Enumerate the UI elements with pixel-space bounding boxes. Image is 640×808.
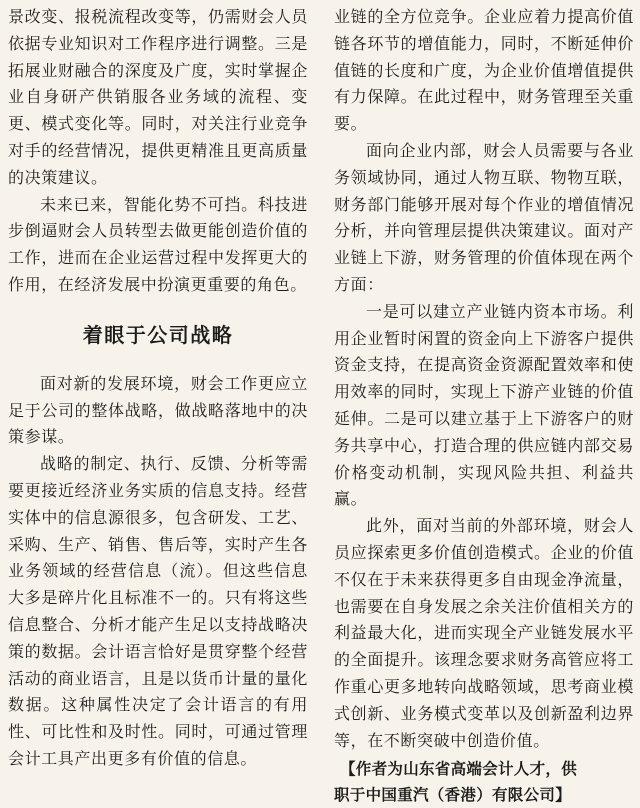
right-paragraph-4: 此外，面对当前的外部环境，财会人员应探索更多价值创造模式。企业的价值不仅在于未来获得更多自由现金净流量，也需要在自身发展之余关注价值相关方的利益最大化，进而实现全产业链发展水平的全面提升。该理念要求财务高管应将工作重心更多地转向战略领域，思考商业模式创新、业务模式变革以及创新盈利边界等，在不断突破中创造价值。 <box>334 516 634 750</box>
left-paragraph-3: 面对新的发展环境，财会工作更应立足于公司的整体战略，做战略落地中的决策参谋。 <box>8 373 308 447</box>
right-column <box>334 4 634 808</box>
right-paragraph-2: 面向企业内部，财会人员需要与各业务领域协同，通过人物互联、物物互联，财务部门能够开展对每个作业的增值情况分析，并向管理层提供决策建议。面对产业链上下游，财务管理的价值体现在两个方面： <box>334 140 634 294</box>
left-column <box>8 4 308 773</box>
author-credit-line-2: 职于中国重汽（香港）有限公司】 <box>334 786 572 805</box>
right-paragraph-1: 业链的全方位竞争。企业应着力提高价值链各环节的增值能力，同时，不断延伸价值链的长度和广度，为企业价值增值提供有力保障。在此过程中，财务管理至关重要。 <box>334 7 634 134</box>
left-paragraph-1: 景改变、报税流程改变等，仍需财会人员依据专业知识对工作程序进行调整。三是拓展业财融合的深度及广度，实时掌握企业自身研产供销服各业务域的流程、变更、模式变化等。同时，对关注行业竞争对手的经营情况，提供更精准且更高质量的决策建议。 <box>8 7 308 187</box>
author-credit-line-1: 【作者为山东省高端会计人才，供 <box>340 760 578 779</box>
right-paragraph-3: 一是可以建立产业链内资本市场。利用企业暂时闲置的资金向上下游客户提供资金支持，在提高资金资源配置效率和使用效率的同时，实现上下游产业链的价值延伸。二是可以建立基于上下游客户的财务共享中心，打造合理的供应链内部交易价格变动机制，实现风险共担、利益共赢。 <box>334 301 634 509</box>
section-heading: 着眼于公司战略 <box>82 322 234 347</box>
author-credit <box>334 756 634 808</box>
left-paragraph-2: 未来已来，智能化势不可挡。科技进步倒逼财会人员转型去做更能创造价值的工作，进而在企业运营过程中发挥更大的作用，在经济发展中扮演更重要的角色。 <box>8 194 308 294</box>
left-paragraph-4: 战略的制定、执行、反馈、分析等需要更接近经济业务实质的信息支持。经营实体中的信息源很多，包含研发、工艺、采购、生产、销售、售后等，实时产生各业务领域的经营信息（流）。但这些信息大多是碎片化且标准不一的。只有将这些信息整合、分析才能产生足以支持战略决策的数据。会计语言恰好是贯穿整个经营活动的商业语言，且是以货币计量的量化数据。这种属性决定了会计语言的有用性、可比性和及时性。同时，可通过管理会计工具产出更多有价值的信息。 <box>8 454 308 768</box>
